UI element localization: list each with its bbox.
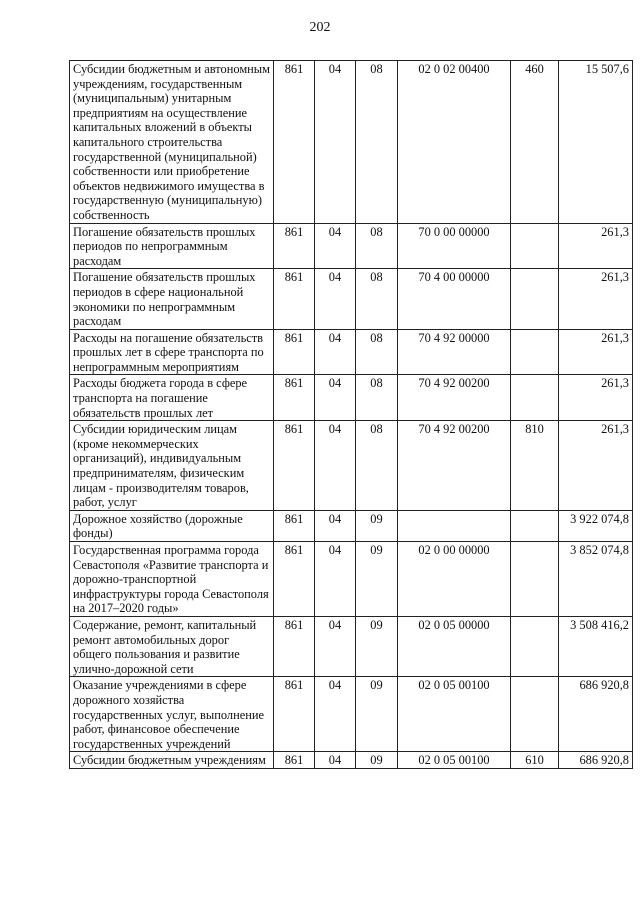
department-code: 861 xyxy=(274,542,315,617)
expense-name: Дорожное хозяйство (дорожные фонды) xyxy=(70,510,274,541)
subsection-code: 08 xyxy=(356,329,398,375)
table-row xyxy=(70,61,633,224)
table-row xyxy=(70,542,633,617)
amount: 261,3 xyxy=(559,329,633,375)
subsection-code: 09 xyxy=(356,752,398,769)
target-item-code: 02 0 00 00000 xyxy=(398,542,511,617)
amount: 3 508 416,2 xyxy=(559,616,633,676)
department-code: 861 xyxy=(274,223,315,269)
department-code: 861 xyxy=(274,510,315,541)
target-item-code: 02 0 02 00400 xyxy=(398,61,511,224)
section-code: 04 xyxy=(315,616,356,676)
amount: 3 852 074,8 xyxy=(559,542,633,617)
table-row xyxy=(70,677,633,752)
expense-name: Субсидии юридическим лицам (кроме некоммерческих организаций), индивидуальным предпринимателям, физическим лицам - производителям товаров, работ, услуг xyxy=(70,421,274,511)
expense-name: Оказание учреждениями в сфере дорожного хозяйства государственных услуг, выполнение работ, финансовое обеспечение государственных учреждений xyxy=(70,677,274,752)
target-item-code: 02 0 05 00100 xyxy=(398,677,511,752)
expense-type-code xyxy=(511,375,559,421)
amount: 15 507,6 xyxy=(559,61,633,224)
section-code: 04 xyxy=(315,677,356,752)
expense-name: Государственная программа города Севастополя «Развитие транспорта и дорожно-транспортной инфраструктуры города Севастополя на 2017–2020 годы» xyxy=(70,542,274,617)
target-item-code: 70 4 92 00200 xyxy=(398,375,511,421)
department-code: 861 xyxy=(274,752,315,769)
amount: 261,3 xyxy=(559,223,633,269)
expense-type-code: 610 xyxy=(511,752,559,769)
section-code: 04 xyxy=(315,269,356,329)
subsection-code: 08 xyxy=(356,421,398,511)
page-number: 202 xyxy=(309,20,331,35)
department-code: 861 xyxy=(274,375,315,421)
section-code: 04 xyxy=(315,223,356,269)
amount: 261,3 xyxy=(559,421,633,511)
budget-table-body xyxy=(70,61,633,769)
table-row xyxy=(70,421,633,511)
section-code: 04 xyxy=(315,61,356,224)
table-row xyxy=(70,269,633,329)
subsection-code: 08 xyxy=(356,269,398,329)
department-code: 861 xyxy=(274,269,315,329)
department-code: 861 xyxy=(274,677,315,752)
section-code: 04 xyxy=(315,510,356,541)
table-row xyxy=(70,616,633,676)
amount: 3 922 074,8 xyxy=(559,510,633,541)
expense-type-code xyxy=(511,269,559,329)
department-code: 861 xyxy=(274,421,315,511)
section-code: 04 xyxy=(315,542,356,617)
expense-type-code: 810 xyxy=(511,421,559,511)
target-item-code: 70 4 92 00000 xyxy=(398,329,511,375)
table-row xyxy=(70,510,633,541)
department-code: 861 xyxy=(274,329,315,375)
table-row xyxy=(70,223,633,269)
subsection-code: 08 xyxy=(356,375,398,421)
expense-type-code xyxy=(511,542,559,617)
section-code: 04 xyxy=(315,329,356,375)
section-code: 04 xyxy=(315,421,356,511)
target-item-code: 02 0 05 00000 xyxy=(398,616,511,676)
target-item-code: 02 0 05 00100 xyxy=(398,752,511,769)
section-code: 04 xyxy=(315,752,356,769)
subsection-code: 08 xyxy=(356,61,398,224)
expense-type-code xyxy=(511,223,559,269)
table-row xyxy=(70,329,633,375)
expense-name: Субсидии бюджетным учреждениям xyxy=(70,752,274,769)
target-item-code: 70 4 00 00000 xyxy=(398,269,511,329)
section-code: 04 xyxy=(315,375,356,421)
expense-type-code xyxy=(511,510,559,541)
table-row xyxy=(70,752,633,769)
expense-name: Расходы бюджета города в сфере транспорта на погашение обязательств прошлых лет xyxy=(70,375,274,421)
amount: 686 920,8 xyxy=(559,752,633,769)
subsection-code: 09 xyxy=(356,677,398,752)
subsection-code: 09 xyxy=(356,510,398,541)
subsection-code: 09 xyxy=(356,542,398,617)
expense-name: Расходы на погашение обязательств прошлых лет в сфере транспорта по непрограммным мероприятиям xyxy=(70,329,274,375)
subsection-code: 08 xyxy=(356,223,398,269)
subsection-code: 09 xyxy=(356,616,398,676)
target-item-code: 70 4 92 00200 xyxy=(398,421,511,511)
department-code: 861 xyxy=(274,61,315,224)
expense-type-code xyxy=(511,329,559,375)
expense-name: Погашение обязательств прошлых периодов по непрограммным расходам xyxy=(70,223,274,269)
expense-type-code xyxy=(511,616,559,676)
amount: 686 920,8 xyxy=(559,677,633,752)
amount: 261,3 xyxy=(559,375,633,421)
expense-name: Погашение обязательств прошлых периодов в сфере национальной экономики по непрограммным расходам xyxy=(70,269,274,329)
expense-type-code: 460 xyxy=(511,61,559,224)
expense-name: Субсидии бюджетным и автономным учреждениям, государственным (муниципальным) унитарным предприятиям на осуществление капитальных вложений в объекты капитального строительства государственной (муниципальной) собственности или приобретение объектов недвижимого имущества в государственную (муниципальную) собственность xyxy=(70,61,274,224)
target-item-code xyxy=(398,510,511,541)
department-code: 861 xyxy=(274,616,315,676)
budget-table xyxy=(69,60,633,769)
expense-name: Содержание, ремонт, капитальный ремонт автомобильных дорог общего пользования и развитие улично-дорожной сети xyxy=(70,616,274,676)
amount: 261,3 xyxy=(559,269,633,329)
target-item-code: 70 0 00 00000 xyxy=(398,223,511,269)
table-row xyxy=(70,375,633,421)
expense-type-code xyxy=(511,677,559,752)
